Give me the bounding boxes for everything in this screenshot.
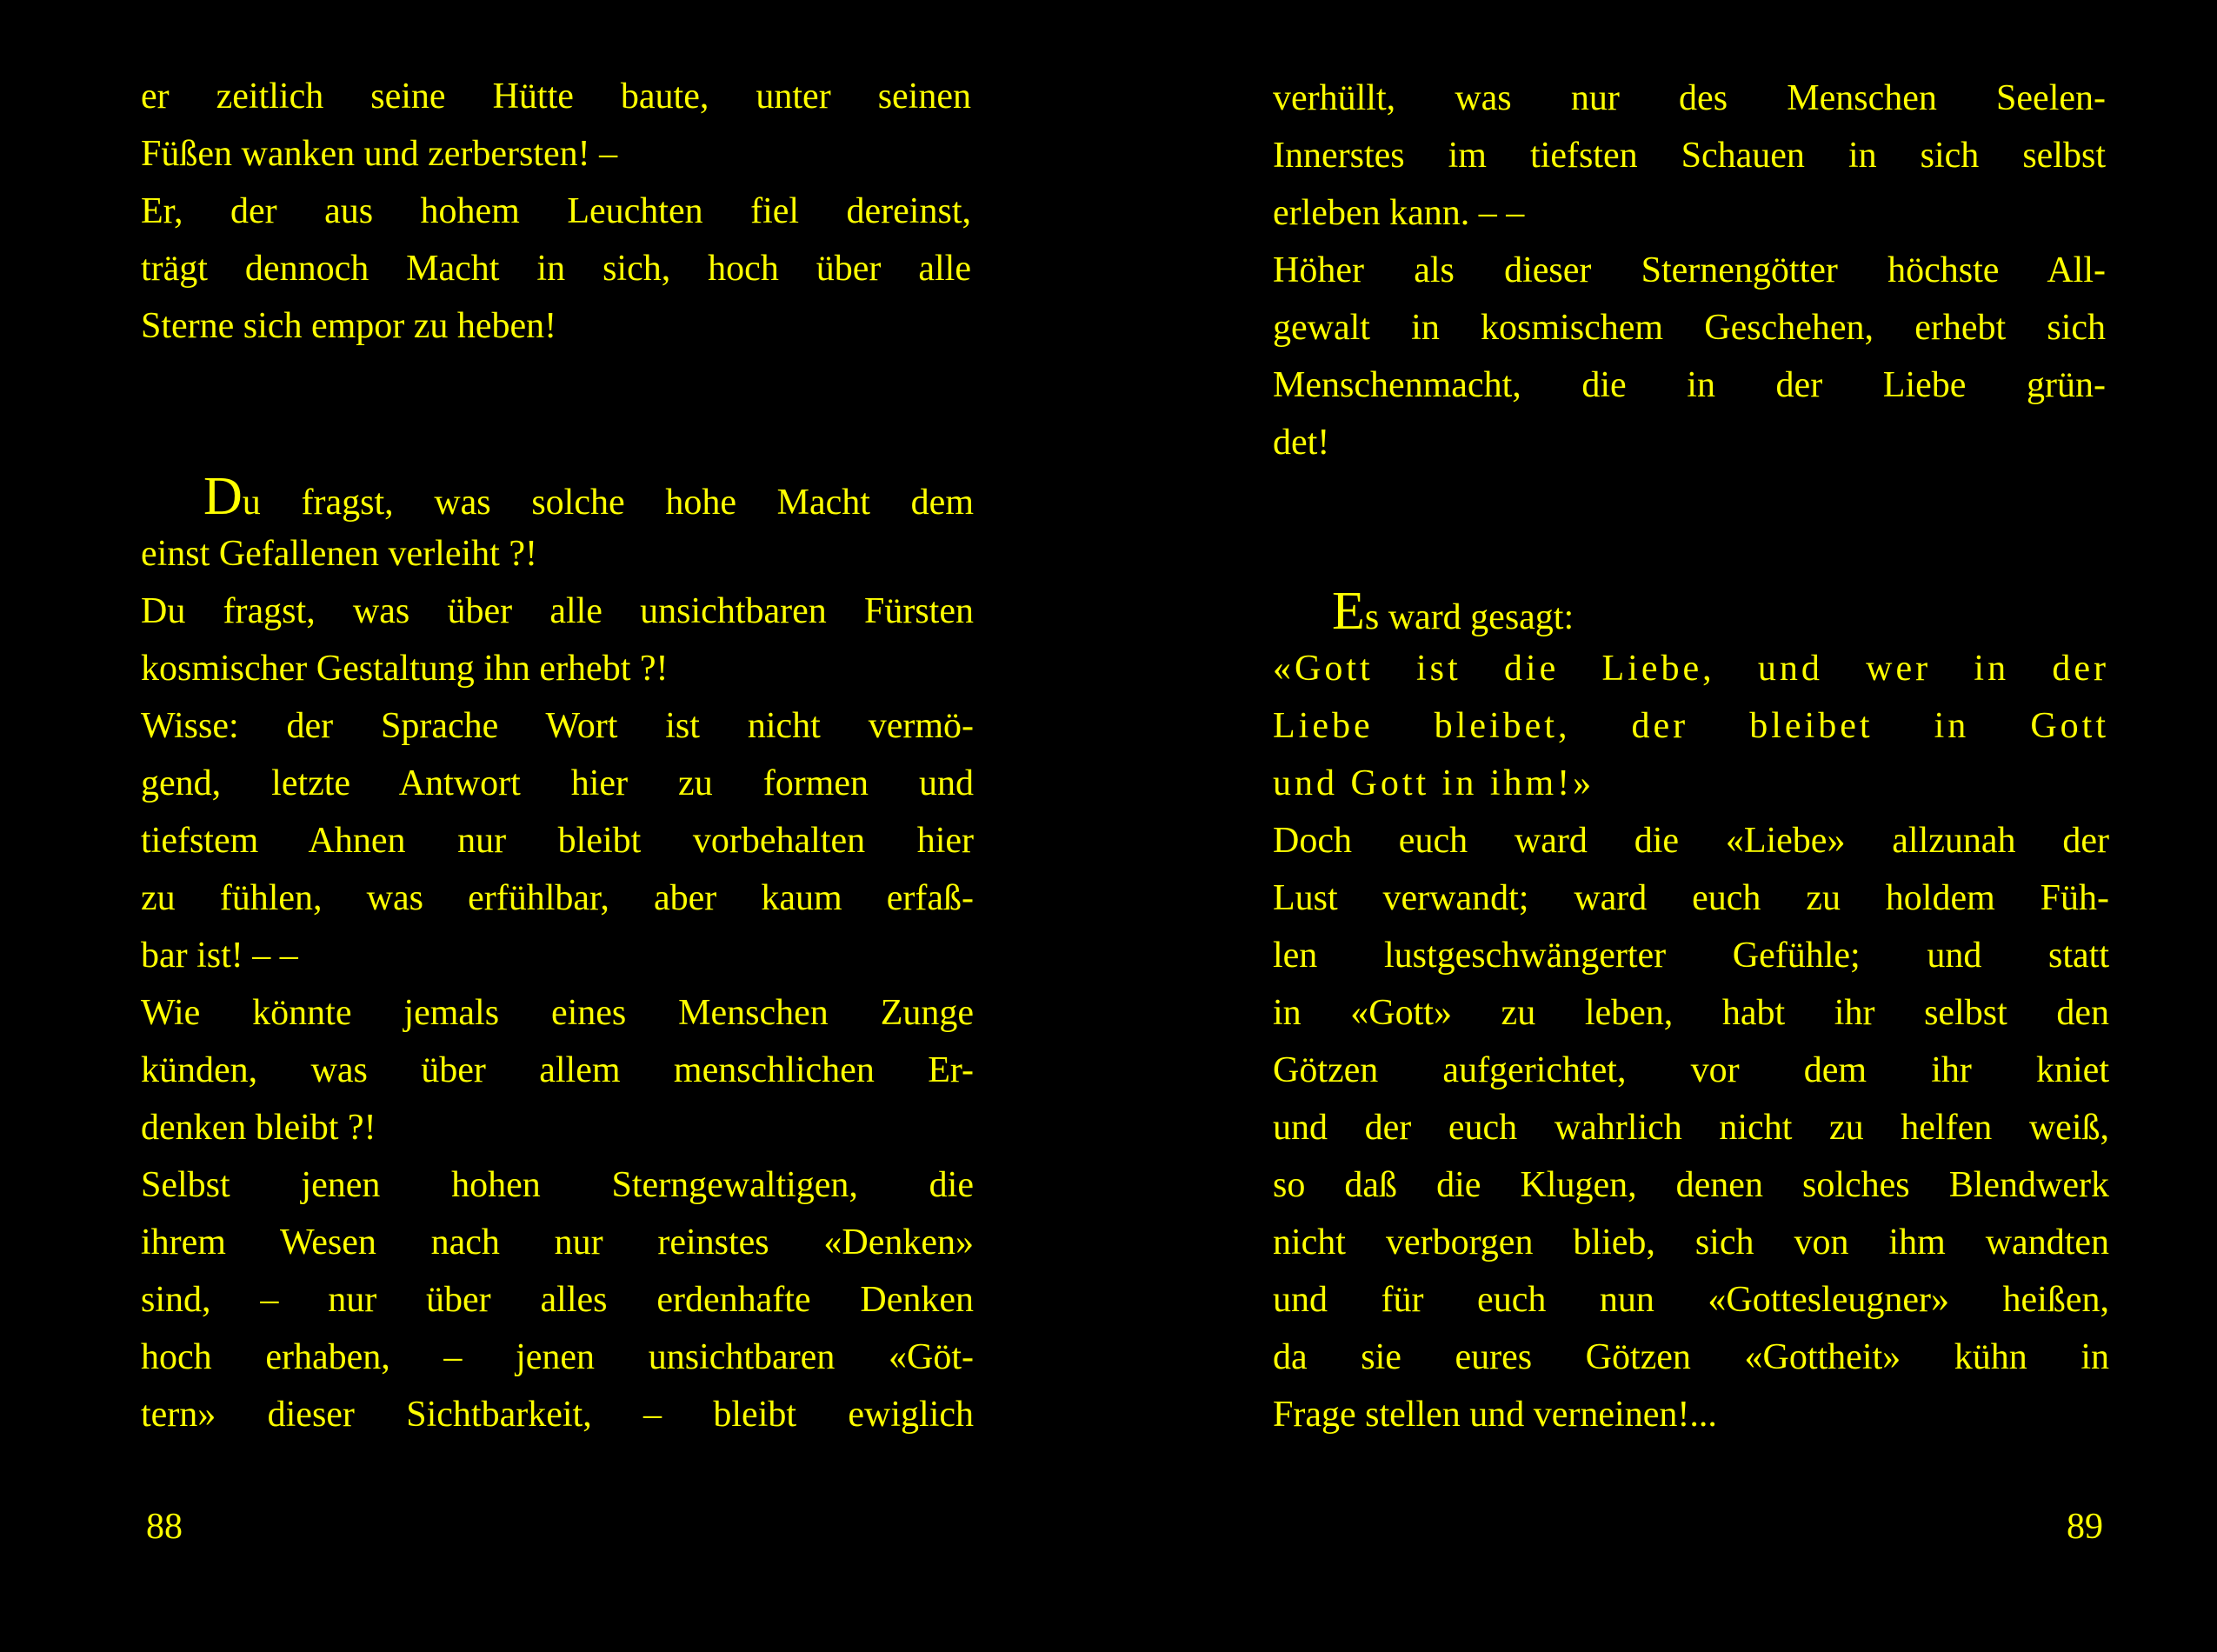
text-line: Götzen aufgerichtet, vor dem ihr kniet	[1273, 1050, 2109, 1090]
text-line: det!	[1273, 423, 1330, 463]
text-line-first	[1273, 583, 2109, 640]
text-line: Füßen wanken und zerbersten! –	[141, 134, 618, 174]
text-line: Innerstes im tiefsten Schauen in sich selbst	[1273, 136, 2106, 176]
initial-letter: D	[203, 467, 243, 526]
text-line: ihrem Wesen nach nur reinstes «Denken»	[141, 1222, 974, 1262]
text-line: verhüllt, was nur des Menschen Seelen-	[1273, 78, 2106, 118]
left-paragraph-2	[141, 468, 974, 1443]
text-line: tiefstem Ahnen nur bleibt vorbehalten hier	[141, 821, 974, 861]
text-line: Menschenmacht, die in der Liebe grün-	[1273, 365, 2106, 405]
text-line: Du fragst, was über alle unsichtbaren Fürsten	[141, 591, 974, 631]
page-number-right: 89	[2067, 1507, 2103, 1547]
text-line: er zeitlich seine Hütte baute, unter seinen	[141, 77, 971, 117]
page-number-left: 88	[146, 1507, 183, 1547]
text-line: einst Gefallenen verleiht ?!	[141, 534, 537, 574]
text-line: Frage stellen und verneinen!...	[1273, 1395, 1717, 1435]
text-line: Wie könnte jemals eines Menschen Zunge	[141, 993, 974, 1033]
text-line: erleben kann. – –	[1273, 193, 1525, 233]
text-line: Wisse: der Sprache Wort ist nicht vermö-	[141, 706, 974, 746]
right-paragraph-1	[1273, 70, 2106, 471]
text-line: gewalt in kosmischem Geschehen, erhebt sich	[1273, 308, 2106, 348]
first-line-rest: u fragst, was solche hohe Macht dem	[242, 483, 974, 523]
text-line: gend, letzte Antwort hier zu formen und	[141, 763, 974, 803]
text-line: tern» dieser Sichtbarkeit, – bleibt ewiglich	[141, 1395, 974, 1435]
text-line: Sterne sich empor zu heben!	[141, 306, 557, 346]
text-line: denken bleibt ?!	[141, 1108, 376, 1148]
text-line: in «Gott» zu leben, habt ihr selbst den	[1273, 993, 2109, 1033]
text-line: und Gott in ihm!»	[1273, 763, 1595, 803]
left-paragraph-1	[141, 68, 971, 355]
text-line: sind, – nur über alles erdenhafte Denken	[141, 1280, 974, 1320]
initial-letter: E	[1332, 582, 1365, 641]
text-line-first	[141, 468, 974, 525]
text-line: kosmischer Gestaltung ihn erhebt ?!	[141, 649, 669, 689]
text-line: da sie eures Götzen «Gottheit» kühn in	[1273, 1337, 2109, 1377]
text-line: trägt dennoch Macht in sich, hoch über alle	[141, 249, 971, 289]
text-line: hoch erhaben, – jenen unsichtbaren «Göt-	[141, 1337, 974, 1377]
text-line: so daß die Klugen, denen solches Blendwerk	[1273, 1165, 2109, 1205]
text-line: künden, was über allem menschlichen Er-	[141, 1050, 974, 1090]
text-line: und der euch wahrlich nicht zu helfen weiß,	[1273, 1108, 2109, 1148]
text-line: zu fühlen, was erfühlbar, aber kaum erfaß-	[141, 878, 974, 918]
text-line: nicht verborgen blieb, sich von ihm wandten	[1273, 1222, 2109, 1262]
right-page	[1108, 0, 2217, 1652]
text-line: Liebe bleibet, der bleibet in Gott	[1273, 706, 2109, 746]
text-line: Er, der aus hohem Leuchten fiel dereinst,	[141, 191, 971, 231]
text-line: bar ist! – –	[141, 936, 298, 976]
text-line: «Gott ist die Liebe, und wer in der	[1273, 649, 2109, 689]
text-line: Doch euch ward die «Liebe» allzunah der	[1273, 821, 2109, 861]
text-line: Selbst jenen hohen Sterngewaltigen, die	[141, 1165, 974, 1205]
text-line: len lustgeschwängerter Gefühle; und statt	[1273, 936, 2109, 976]
right-paragraph-2	[1273, 583, 2109, 1443]
left-page	[0, 0, 1108, 1652]
text-line: und für euch nun «Gottesleugner» heißen,	[1273, 1280, 2109, 1320]
text-line: Lust verwandt; ward euch zu holdem Füh-	[1273, 878, 2109, 918]
first-line-rest: s ward gesagt:	[1364, 597, 1575, 637]
text-line: Höher als dieser Sternengötter höchste All-	[1273, 250, 2106, 290]
